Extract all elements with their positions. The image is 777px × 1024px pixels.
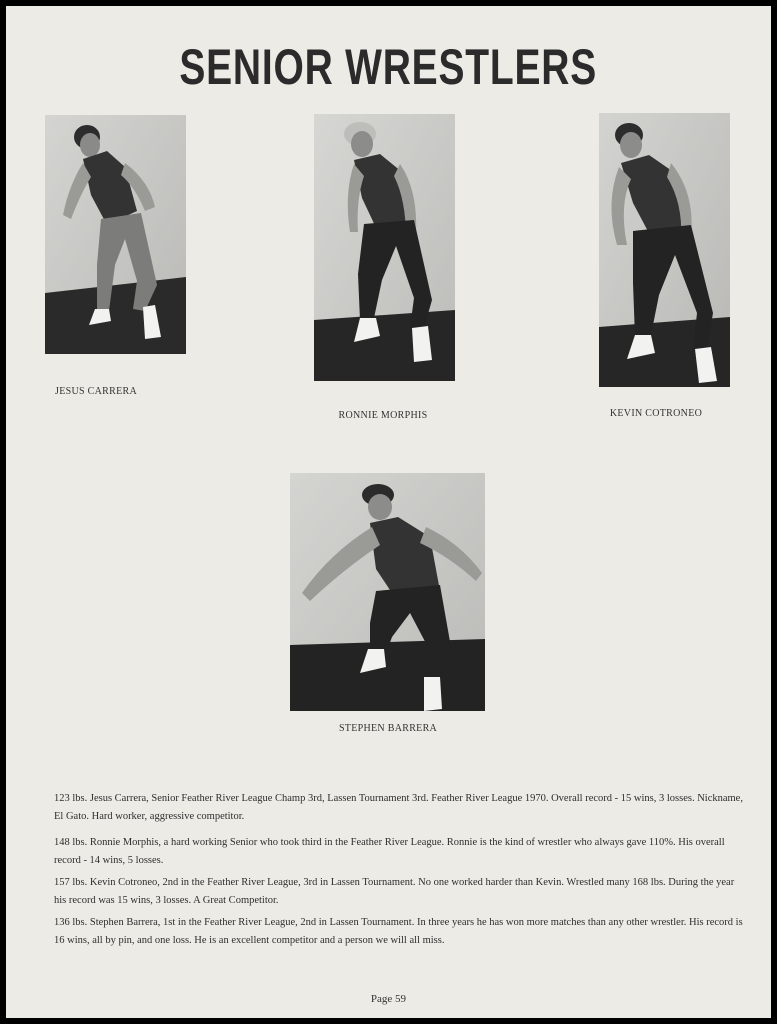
yearbook-page xyxy=(6,6,771,1018)
wrestler-caption-cotroneo: KEVIN COTRONEO xyxy=(609,408,703,419)
wrestler-photo-cotroneo xyxy=(599,113,730,387)
wrestler-caption-barrera: STEPHEN BARRERA xyxy=(338,723,438,734)
page-title: SENIOR WRESTLERS xyxy=(179,39,598,95)
page-number: Page 59 xyxy=(370,993,407,1005)
bio-paragraph-morphis: 148 lbs. Ronnie Morphis, a hard working Senior who took third in the Feather River League. Ronnie is the kind of wrestler who always gave 110%. His overall record - 14 wins, 5 losses. xyxy=(54,837,725,866)
wrestler-photo-morphis xyxy=(314,114,455,381)
wrestler-caption-morphis: RONNIE MORPHIS xyxy=(338,410,428,421)
bio-paragraph-cotroneo: 157 lbs. Kevin Cotroneo, 2nd in the Feather River League, 3rd in Lassen Tournament. No one worked harder than Kevin. Wrestled many 168 lbs. During the year his record was 15 wins, 3 losses. A Great Competitor. xyxy=(54,877,735,906)
wrestler-caption-carrera: JESUS CARRERA xyxy=(55,386,137,397)
wrestler-photo-barrera xyxy=(290,473,485,711)
bio-paragraph-barrera: 136 lbs. Stephen Barrera, 1st in the Feather River League, 2nd in Lassen Tournament. In three years he has won more matches than any other wrestler. His record is 16 wins, all by pin, and one loss. He is an excellent competitor and a person we will all miss. xyxy=(54,917,743,946)
wrestler-photo-carrera xyxy=(45,115,186,354)
bio-paragraph-carrera: 123 lbs. Jesus Carrera, Senior Feather River League Champ 3rd, Lassen Tournament 3rd. Feather River League 1970. Overall record - 15 wins, 3 losses. Nickname, El Gato. Hard worker, aggressive competitor. xyxy=(54,793,743,822)
